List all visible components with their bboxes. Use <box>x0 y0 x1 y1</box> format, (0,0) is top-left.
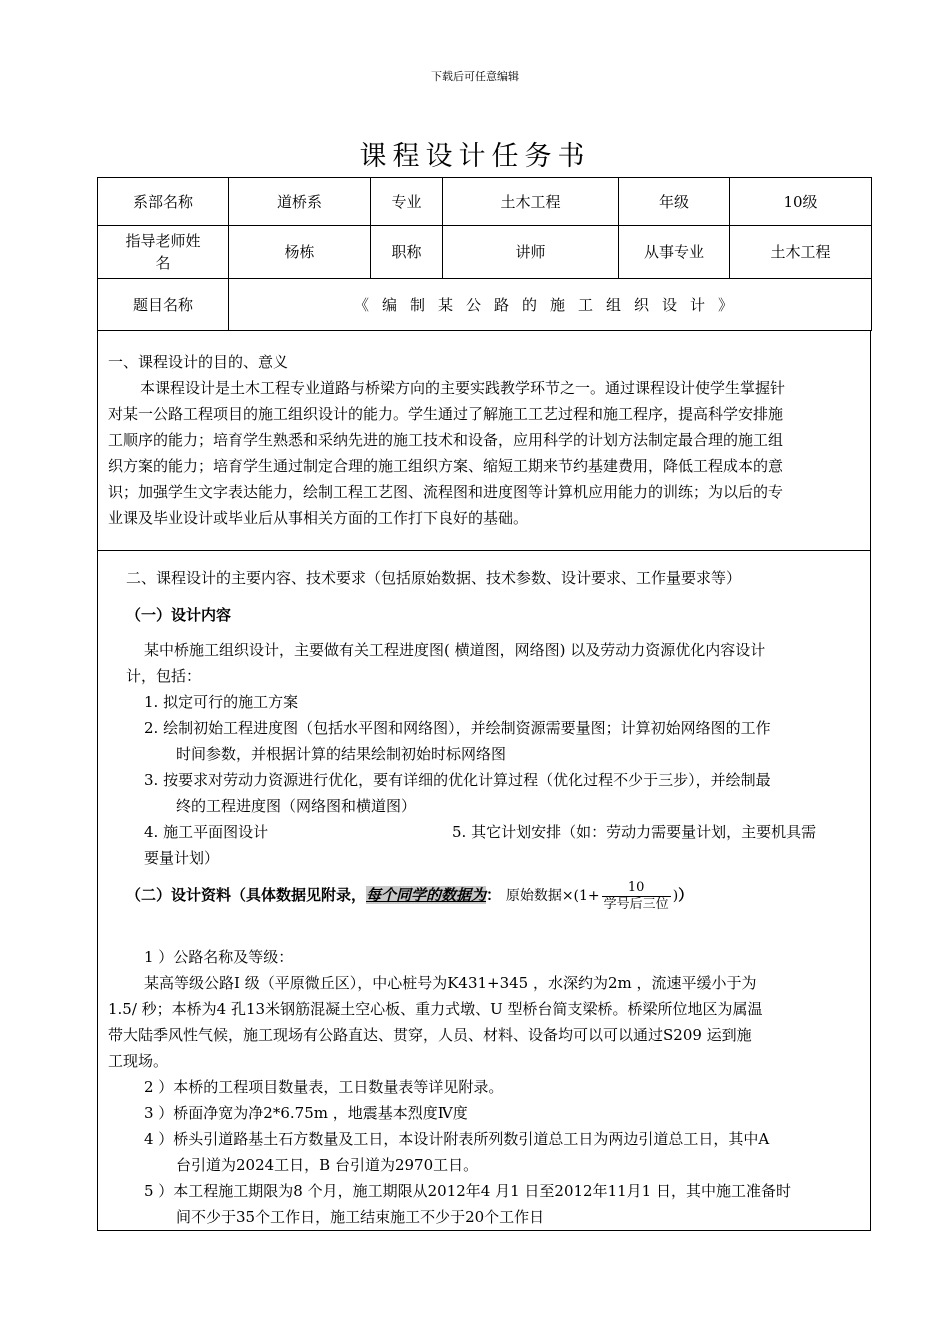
teacher-value: 杨栋 <box>229 226 371 279</box>
formula-left: 原始数据×(1+ <box>505 888 600 904</box>
sub2-colon: ： <box>486 886 502 904</box>
info-table <box>97 177 872 331</box>
data-item: 5 ）本工程施工期限为8 个月，施工期限从2012年4 月1 日至2012年11月1 日，其中施工准备时 <box>144 1182 791 1200</box>
list-item-cont: 时间参数，并根据计算的结果绘制初始时标网络图 <box>176 745 507 763</box>
grade-label: 年级 <box>619 178 730 226</box>
field-label: 从事专业 <box>619 226 730 279</box>
formula-fraction <box>602 880 671 913</box>
formula-right: ) <box>672 888 679 904</box>
formula-numerator: 10 <box>602 880 671 897</box>
section1-line: 本课程设计是土木工程专业道路与桥梁方向的主要实践教学环节之一。通过课程设计使学生掌握针 <box>140 379 786 397</box>
dept-value: 道桥系 <box>229 178 371 226</box>
section1-line: 织方案的能力；培育学生通过制定合理的施工组织方案、缩短工期来节约基建费用，降低工程成本的意 <box>108 457 784 475</box>
intro-line: 某中桥施工组织设计，主要做有关工程进度图( 横道图，网络图) 以及劳动力资源优化内容设计 <box>144 641 766 659</box>
sub2-prefix: （二）设计资料（具体数据见附录， <box>126 886 367 904</box>
data-line: 工现场。 <box>108 1052 169 1070</box>
section1-line: 业课及毕业设计或毕业后从事相关方面的工作打下良好的基础。 <box>108 509 529 527</box>
subsection2-heading <box>126 875 693 916</box>
teacher-label <box>98 226 229 279</box>
list-item-cont: 终的工程进度图（网络图和横道图） <box>176 797 417 815</box>
data-line: 某高等级公路Ⅰ 级（平原微丘区），中心桩号为K431+345 ，水深约为2m ，流速平缓小于为 <box>144 974 757 992</box>
topic-label: 题目名称 <box>98 279 229 331</box>
data-item-cont: 间不少于35个工作日，施工结束施工不少于20个工作日 <box>176 1208 545 1226</box>
data-line: 1.5/ 秒；本桥为4 孔13米钢筋混凝土空心板、重力式墩、U 型桥台简支梁桥。桥梁所位地区为属温 <box>108 1000 763 1018</box>
section1-line: 对某一公路工程项目的施工组织设计的能力。学生通过了解施工工艺过程和施工程序，提高科学安排施 <box>108 405 784 423</box>
section1-line: 识；加强学生文字表达能力，绘制工程工艺图、流程图和进度图等计算机应用能力的训练；为以后的专 <box>108 483 784 501</box>
list-item: 2. 绘制初始工程进度图（包括水平图和网络图），并绘制资源需要量图；计算初始网络图的工作 <box>144 719 771 737</box>
formula-denominator: 学号后三位 <box>603 896 669 912</box>
data-item: 2 ）本桥的工程项目数量表，工日数量表等详见附录。 <box>144 1078 504 1096</box>
page-title: 课程设计任务书 <box>359 141 591 172</box>
data-item: 4 ）桥头引道路基土石方数量及工日，本设计附表所列数引道总工日为两边引道总工日，其中A <box>144 1130 770 1148</box>
sub2-highlight: 每个同学的数据为 <box>366 886 487 904</box>
major-label: 专业 <box>371 178 443 226</box>
subsection1-heading: （一）设计内容 <box>126 606 232 624</box>
sub2-suffix: ） <box>678 886 694 904</box>
section1-heading: 一、课程设计的目的、意义 <box>108 353 289 371</box>
data-line: 带大陆季风性气候，施工现场有公路直达、贯穿，人员、材料、设备均可以可以通过S209 运到施 <box>108 1026 752 1044</box>
teacher-label-line1: 指导老师姓 <box>125 232 201 250</box>
job-title-value: 讲师 <box>443 226 619 279</box>
intro-line: 计，包括： <box>126 667 202 685</box>
list-item-cont: 要量计划） <box>144 849 220 867</box>
header-note: 下载后可任意编辑 <box>431 70 519 83</box>
dept-label: 系部名称 <box>98 178 229 226</box>
formula <box>505 879 679 912</box>
major-value: 土木工程 <box>443 178 619 226</box>
data-item-cont: 台引道为2024工日，B 台引道为2970工日。 <box>176 1156 479 1174</box>
list-item: 5. 其它计划安排（如：劳动力需要量计划，主要机具需 <box>452 823 817 841</box>
teacher-label-line2: 名 <box>155 254 171 272</box>
section-content <box>97 551 871 1231</box>
section2-heading: 二、课程设计的主要内容、技术要求（包括原始数据、技术参数、设计要求、工作量要求等） <box>126 569 742 587</box>
section1-line: 工顺序的能力；培育学生熟悉和采纳先进的施工技术和设备，应用科学的计划方法制定最合理的施工组 <box>108 431 784 449</box>
section-purpose <box>97 330 871 551</box>
list-item: 1. 拟定可行的施工方案 <box>144 693 299 711</box>
list-item: 3. 按要求对劳动力资源进行优化，要有详细的优化计算过程（优化过程不少于三步），并绘制最 <box>144 771 771 789</box>
data-item: 3 ）桥面净宽为净2*6.75m ，地震基本烈度Ⅳ度 <box>144 1104 468 1122</box>
job-title-label: 职称 <box>371 226 443 279</box>
field-value: 土木工程 <box>730 226 872 279</box>
list-item: 4. 施工平面图设计 <box>144 823 269 841</box>
grade-value: 10级 <box>730 178 872 226</box>
topic-value: 《编制某公路的施工组织设计》 <box>229 279 872 331</box>
data-item: 1 ）公路名称及等级： <box>144 948 294 966</box>
